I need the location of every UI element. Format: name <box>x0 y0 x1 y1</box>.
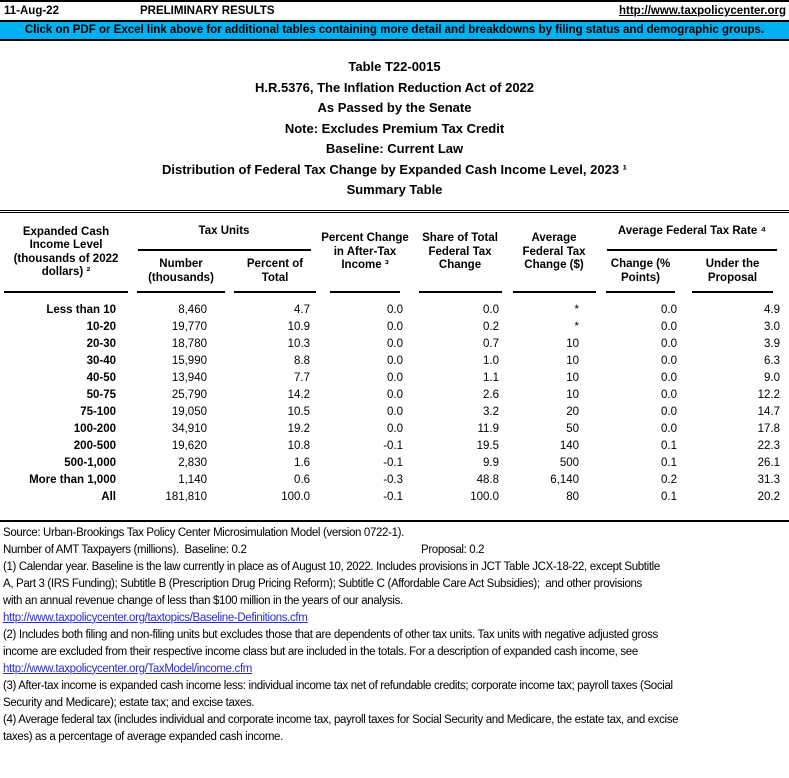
value-cell: 19.2 <box>287 423 311 435</box>
table-row <box>2 489 784 506</box>
value-cell: 26.1 <box>757 457 781 469</box>
title-line-7: Summary Table <box>346 182 443 197</box>
header-percent-of-total: Percent of Total <box>232 251 318 293</box>
value-cell: 10.5 <box>287 406 311 418</box>
value-cell: 10.3 <box>287 338 311 350</box>
value-cell: -0.1 <box>383 457 404 469</box>
value-cell: -0.1 <box>383 440 404 452</box>
value-cell: 0.0 <box>661 389 678 401</box>
value-cell: 50 <box>566 423 580 435</box>
income-level-cell: 10-20 <box>86 321 116 333</box>
value-cell: 15,990 <box>171 355 207 367</box>
header-body-spacer-row <box>2 293 784 302</box>
value-cell: 100.0 <box>281 491 311 503</box>
amt-baseline-text: Number of AMT Taxpayers (millions). Baseline: 0.2 <box>3 543 247 556</box>
value-cell: 4.9 <box>764 304 781 316</box>
value-cell: 17.8 <box>757 423 781 435</box>
value-cell: 19,050 <box>171 406 207 418</box>
income-level-cell: 200-500 <box>73 440 116 452</box>
value-cell: 1,140 <box>178 474 207 486</box>
value-cell: -0.3 <box>383 474 404 486</box>
table-row <box>2 404 784 421</box>
value-cell: 19,620 <box>171 440 207 452</box>
value-cell: 10 <box>566 389 580 401</box>
footnote-text-line: Security and Medicare); estate tax; and excise taxes. <box>3 696 255 709</box>
header-rate-under-proposal: Under the Proposal <box>681 251 784 293</box>
table-body <box>2 293 784 506</box>
value-cell: 0.0 <box>387 338 404 350</box>
value-cell: 1.6 <box>294 457 311 469</box>
value-cell: 0.2 <box>483 321 500 333</box>
income-level-cell: 20-30 <box>86 338 116 350</box>
value-cell: 0.1 <box>661 491 678 503</box>
value-cell: 14.7 <box>757 406 781 418</box>
income-level-cell: 50-75 <box>86 389 116 401</box>
value-cell: 0.1 <box>661 457 678 469</box>
table-row <box>2 455 784 472</box>
income-level-cell: 40-50 <box>86 372 116 384</box>
value-cell: -0.1 <box>383 491 404 503</box>
value-cell: 0.0 <box>661 304 678 316</box>
value-cell: 0.6 <box>294 474 311 486</box>
value-cell: 14.2 <box>287 389 311 401</box>
value-cell: 10.9 <box>287 321 311 333</box>
footnote-link-line <box>3 661 785 678</box>
footnote-text-line: income are excluded from their respective income class but are included in the totals. For a description of expanded cash income, see <box>3 645 638 658</box>
value-cell: 13,940 <box>171 372 207 384</box>
footnote-text-line: taxes) as a percentage of average expanded cash income. <box>3 730 283 743</box>
value-cell: 0.0 <box>661 372 678 384</box>
value-cell: 8,460 <box>178 304 207 316</box>
report-date: 11-Aug-22 <box>4 5 59 17</box>
footnote-link[interactable]: http://www.taxpolicycenter.org/taxtopics/Baseline-Definitions.cfm <box>3 611 308 624</box>
value-cell: 12.2 <box>757 389 781 401</box>
value-cell: 140 <box>559 440 580 452</box>
header-average-federal-tax-change: Average Federal Tax Change ($) <box>508 213 600 293</box>
footnotes <box>0 522 789 746</box>
header-group-tax-units: Tax Units <box>130 213 318 251</box>
title-line-4: Note: Excludes Premium Tax Credit <box>284 120 505 136</box>
value-cell: 0.0 <box>483 304 500 316</box>
value-cell: 0.0 <box>387 355 404 367</box>
value-cell: 10 <box>566 338 580 350</box>
amt-proposal-text: Proposal: 0.2 <box>421 543 485 556</box>
taxpolicycenter-home-link[interactable]: http://www.taxpolicycenter.org <box>619 5 786 17</box>
table-row <box>2 387 784 404</box>
footnote-link-line <box>3 610 785 627</box>
table-row <box>2 302 784 319</box>
title-line-2: H.R.5376, The Inflation Reduction Act of 2022 <box>254 79 535 95</box>
income-level-cell: Less than 10 <box>46 304 116 316</box>
value-cell: 20.2 <box>757 491 781 503</box>
value-cell: 6,140 <box>550 474 580 486</box>
info-banner <box>0 20 789 41</box>
header-percent-change-after-tax-income: Percent Change in After-Tax Income ³ <box>318 213 412 293</box>
masthead <box>0 2 789 20</box>
value-cell: 0.0 <box>387 304 404 316</box>
value-cell: 18,780 <box>171 338 207 350</box>
value-cell: 0.1 <box>661 440 678 452</box>
table-title-block <box>0 57 789 201</box>
value-cell: 0.0 <box>661 406 678 418</box>
value-cell: 22.3 <box>757 440 781 452</box>
footnote-text-line: (3) After-tax income is expanded cash income less: individual income tax net of refundable credits; corporate income tax; payroll taxes (Social <box>3 679 673 692</box>
footnote-text-line: (1) Calendar year. Baseline is the law currently in place as of August 10, 2022. Includes provisions in JCT Table JCX-18-22, except Subtitle <box>3 560 660 573</box>
value-cell: 10 <box>566 355 580 367</box>
value-cell: 20 <box>566 406 580 418</box>
value-cell: 0.0 <box>387 389 404 401</box>
header-share-of-total-federal-tax-change: Share of Total Federal Tax Change <box>412 213 508 293</box>
table-header <box>2 213 784 293</box>
title-line-1: Table T22-0015 <box>348 59 441 74</box>
value-cell: 19.5 <box>476 440 500 452</box>
income-level-cell: 100-200 <box>73 423 116 435</box>
title-line-3: As Passed by the Senate <box>317 100 472 115</box>
value-cell: 1.1 <box>483 372 500 384</box>
header-expanded-cash-income-level: Expanded Cash Income Level (thousands of 2022 dollars) ² <box>2 213 130 293</box>
value-cell: 9.0 <box>764 372 781 384</box>
value-cell: 34,910 <box>171 423 207 435</box>
value-cell: 100.0 <box>470 491 500 503</box>
income-level-cell: More than 1,000 <box>29 474 116 486</box>
value-cell: 0.0 <box>661 355 678 367</box>
value-cell: 31.3 <box>757 474 781 486</box>
footnote-link[interactable]: http://www.taxpolicycenter.org/TaxModel/income.cfm <box>3 662 253 675</box>
income-level-cell: 30-40 <box>86 355 116 367</box>
footnote-text-line: (2) Includes both filing and non-filing units but excludes those that are dependents of other tax units. Tax units with negative adjusted gross <box>3 628 658 641</box>
table-row <box>2 336 784 353</box>
income-level-cell: 75-100 <box>80 406 116 418</box>
footnote-text-line: with an annual revenue change of less than $100 million in the years of our analysis. <box>3 594 403 607</box>
value-cell: 2.6 <box>483 389 500 401</box>
value-cell: 10.8 <box>287 440 311 452</box>
value-cell: 500 <box>559 457 580 469</box>
value-cell: 3.0 <box>764 321 781 333</box>
table-row <box>2 472 784 489</box>
value-cell: 0.0 <box>387 406 404 418</box>
value-cell: 0.0 <box>661 321 678 333</box>
header-group-average-federal-tax-rate: Average Federal Tax Rate ⁴ <box>600 213 784 251</box>
value-cell: 0.0 <box>387 372 404 384</box>
value-cell: 6.3 <box>764 355 781 367</box>
value-cell: 7.7 <box>294 372 311 384</box>
value-cell: 19,770 <box>171 321 207 333</box>
footnote-text-line: Source: Urban-Brookings Tax Policy Center Microsimulation Model (version 0722-1). <box>3 526 404 539</box>
value-cell: 4.7 <box>294 304 311 316</box>
value-cell: 0.0 <box>387 321 404 333</box>
value-cell: 3.2 <box>483 406 500 418</box>
footnote-text-line: (4) Average federal tax (includes individual and corporate income tax, payroll taxes for Social Security and Medicare, the estate tax, and excise <box>3 713 679 726</box>
income-level-cell: All <box>101 491 116 503</box>
value-cell: 9.9 <box>483 457 500 469</box>
value-cell: 3.9 <box>764 338 781 350</box>
value-cell: 11.9 <box>477 423 500 435</box>
info-banner-text: Click on PDF or Excel link above for additional tables containing more detail and breakdowns by filing status and demographic groups. <box>24 24 765 36</box>
footnote-text-line: A, Part 3 (IRS Funding); Subtitle B (Prescription Drug Pricing Reform); Subtitle C (Affordable Care Act Subsidies); and other provisions <box>3 577 642 590</box>
amt-taxpayers-line <box>3 542 785 559</box>
income-level-cell: 500-1,000 <box>64 457 116 469</box>
value-cell: * <box>574 321 580 333</box>
table-row <box>2 370 784 387</box>
table-row <box>2 319 784 336</box>
value-cell: 0.7 <box>483 338 500 350</box>
distribution-table <box>2 213 784 506</box>
value-cell: 80 <box>566 491 580 503</box>
value-cell: * <box>574 304 580 316</box>
value-cell: 0.0 <box>387 423 404 435</box>
table-row <box>2 438 784 455</box>
header-rate-change-points: Change (% Points) <box>600 251 681 293</box>
value-cell: 0.2 <box>661 474 678 486</box>
title-line-6: Distribution of Federal Tax Change by Expanded Cash Income Level, 2023 ¹ <box>162 161 627 177</box>
table-row <box>2 353 784 370</box>
title-line-5: Baseline: Current Law <box>325 141 464 156</box>
header-number-thousands: Number (thousands) <box>130 251 232 293</box>
value-cell: 0.0 <box>661 338 678 350</box>
value-cell: 10 <box>566 372 580 384</box>
preliminary-results-label: PRELIMINARY RESULTS <box>140 5 275 17</box>
value-cell: 1.0 <box>483 355 500 367</box>
value-cell: 2,830 <box>178 457 207 469</box>
value-cell: 25,790 <box>171 389 207 401</box>
table-row <box>2 421 784 438</box>
value-cell: 8.8 <box>294 355 311 367</box>
value-cell: 181,810 <box>165 491 207 503</box>
value-cell: 0.0 <box>661 423 678 435</box>
value-cell: 48.8 <box>476 474 500 486</box>
